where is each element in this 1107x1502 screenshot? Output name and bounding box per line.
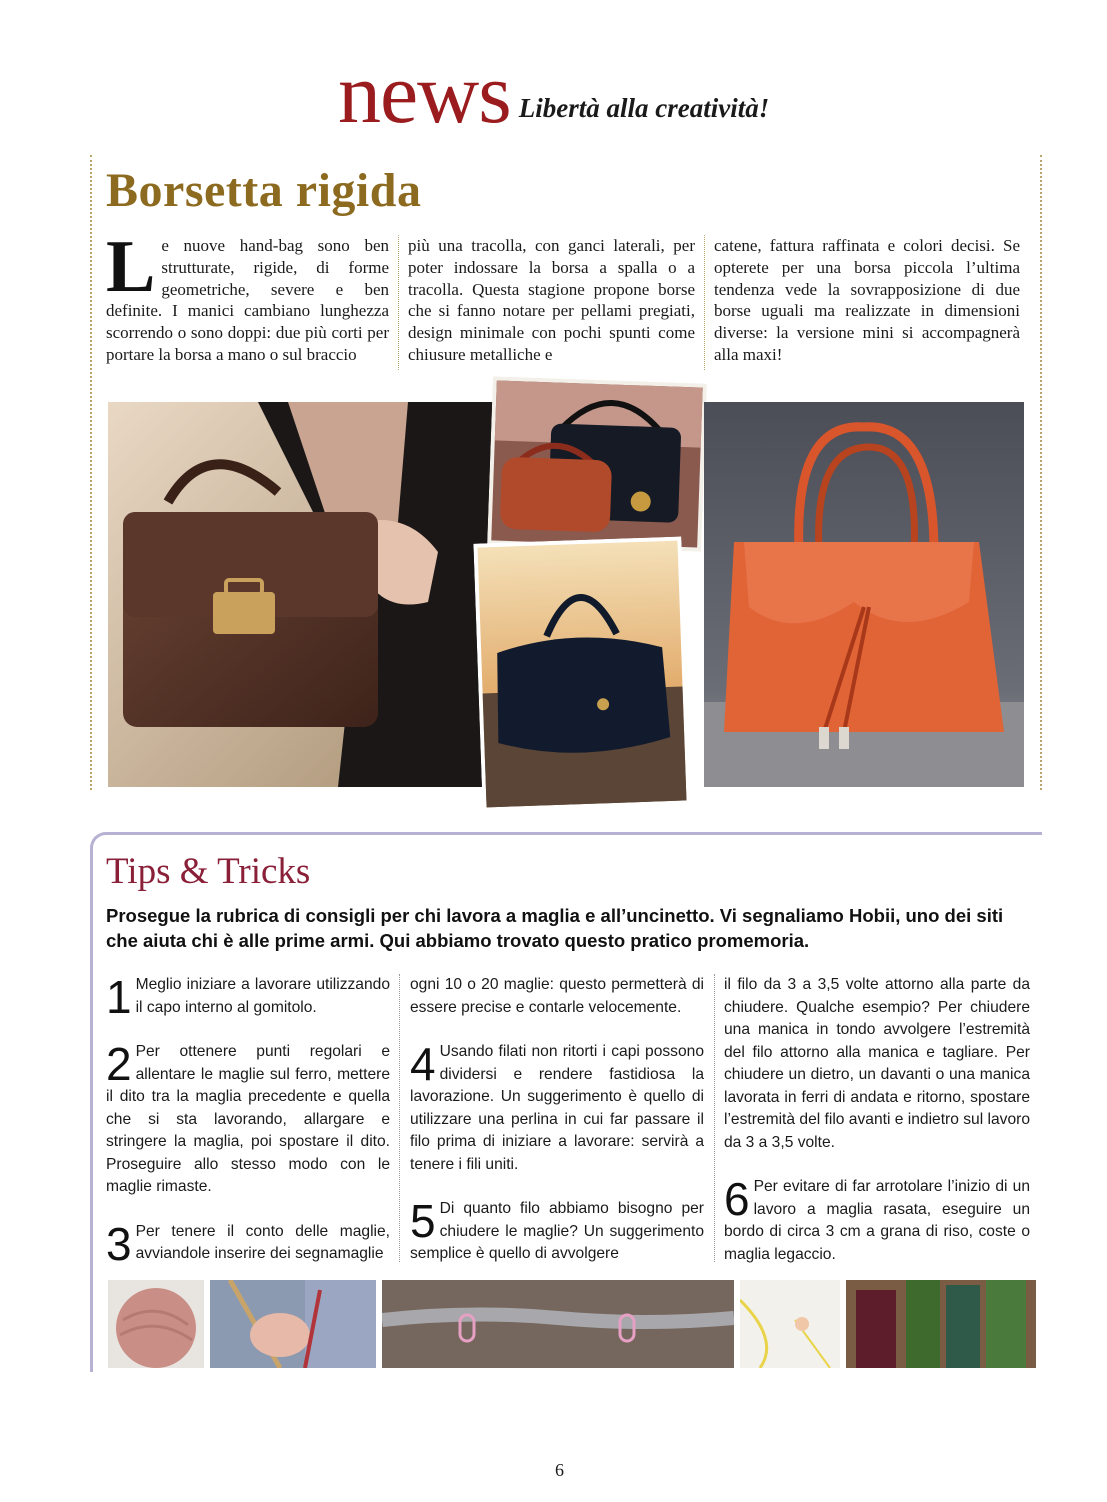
news-logo: news xyxy=(338,45,511,141)
tip-item xyxy=(724,1173,1030,1266)
article-column-2: più una tracolla, con ganci laterali, per poter indossare la borsa a spalla o a tracolla. Questa stagione propone borse che si fanno notare per pellami pregiati, design minimale con pochi spunti come chiusure metalliche e xyxy=(408,236,695,364)
tip-continuation: il filo da 3 a 3,5 volte attorno alla parte da chiudere. Qualche esempio? Per chiudere una manica in tondo avvolgere l’estremità del filo attorno alla manica e tagliare. Per chiudere un dietro, un davanti o una manica lavorata in ferri di andata e ritorno, spostare l’estremità del filo avanti e indietro sul lavoro da 3 a 3,5 volte. xyxy=(724,976,1030,1151)
dotted-border-left xyxy=(90,155,92,790)
article-text-1: e nuove hand-bag sono ben strutturate, rigide, di forme geometriche, severe e ben definite. I manici cambiano lunghezza scorrendo o sono doppi: due più corti per portare la borsa a mano o sul braccio xyxy=(106,236,389,364)
column-divider xyxy=(704,235,705,370)
tip-number: 2 xyxy=(106,1038,132,1090)
tip-text: Meglio iniziare a lavorare utilizzando il capo interno al gomitolo. xyxy=(135,976,390,1016)
photo-small-bags xyxy=(487,376,707,551)
article-column-1 xyxy=(106,226,389,366)
photo-stitch-markers xyxy=(382,1280,734,1368)
tips-title: Tips & Tricks xyxy=(106,851,311,892)
page-number: 6 xyxy=(555,1460,564,1480)
photo-navy-bag xyxy=(473,536,690,811)
photo-brown-handbag xyxy=(108,402,494,787)
tips-column-3 xyxy=(724,974,1030,1288)
tip-item xyxy=(410,1195,704,1266)
tips-divider xyxy=(399,974,400,1262)
tips-divider xyxy=(714,974,715,1262)
tip-text: Per tenere il conto delle maglie, avviandole inserire dei segnamaglie xyxy=(135,1222,390,1262)
article-title: Borsetta rigida xyxy=(106,164,422,217)
tip-number: 4 xyxy=(410,1038,436,1090)
tip-text: Di quanto filo abbiamo bisogno per chiudere le maglie? Un suggerimento semplice è quello di avvolgere xyxy=(410,1200,704,1262)
tip-number: 6 xyxy=(724,1173,750,1225)
tips-column-1 xyxy=(106,971,390,1288)
tip-text: Usando filati non ritorti i capi possono dividersi e rendere fastidiosa la lavorazione. Un suggerimento è quello di utilizzare una perlina in cui far passare il filo prima di iniziare a lavorare: servirà a tenere i fili uniti. xyxy=(410,1043,704,1173)
article-column-3: catene, fattura raffinata e colori decisi. Se opterete per una borsa piccola l’ultima tendenza vede la sovrapposizione di due borse uguali ma realizzate in dimensioni diverse: la versione mini si accompagnerà alla maxi! xyxy=(714,236,1020,364)
photo-knitting-hands xyxy=(210,1280,376,1368)
tip-text: Per evitare di far arrotolare l’inizio di un lavoro a maglia rasata, eseguire un bordo di circa 3 cm a grana di riso, coste o maglia legaccio. xyxy=(724,1178,1030,1263)
tip-item xyxy=(106,1038,390,1199)
tip-continuation: ogni 10 o 20 maglie: questo permetterà di essere precise e contarle velocemente. xyxy=(410,976,704,1016)
dotted-border-right xyxy=(1040,155,1042,790)
tagline: Libertà alla creatività! xyxy=(518,93,770,123)
tips-column-2 xyxy=(410,974,704,1288)
tip-text: Per ottenere punti regolari e allentare le maglie sul ferro, mettere il dito tra la maglia precedente e quella che si sta lavorando, allargare e stringere la maglia, poi spostare il dito. Proseguire allo stesso modo con le maglie rimaste. xyxy=(106,1043,390,1195)
photo-knitted-edges xyxy=(846,1280,1036,1368)
masthead xyxy=(338,45,770,141)
tip-item xyxy=(106,971,390,1023)
photo-bead-yarn xyxy=(740,1280,840,1368)
column-divider xyxy=(398,235,399,370)
tip-number: 1 xyxy=(106,971,132,1023)
tip-item xyxy=(410,1038,704,1176)
tip-number: 3 xyxy=(106,1217,132,1270)
photo-yarn-ball xyxy=(108,1280,204,1368)
drop-cap: L xyxy=(106,226,156,308)
photo-orange-bag xyxy=(704,402,1024,787)
tip-item xyxy=(106,1217,390,1270)
tip-number: 5 xyxy=(410,1195,436,1247)
tips-intro: Prosegue la rubrica di consigli per chi lavora a maglia e all’uncinetto. Vi segnaliamo Hobii, uno dei siti che aiuta chi è alle prime armi. Qui abbiamo trovato questo pratico promemoria. xyxy=(106,905,1004,951)
